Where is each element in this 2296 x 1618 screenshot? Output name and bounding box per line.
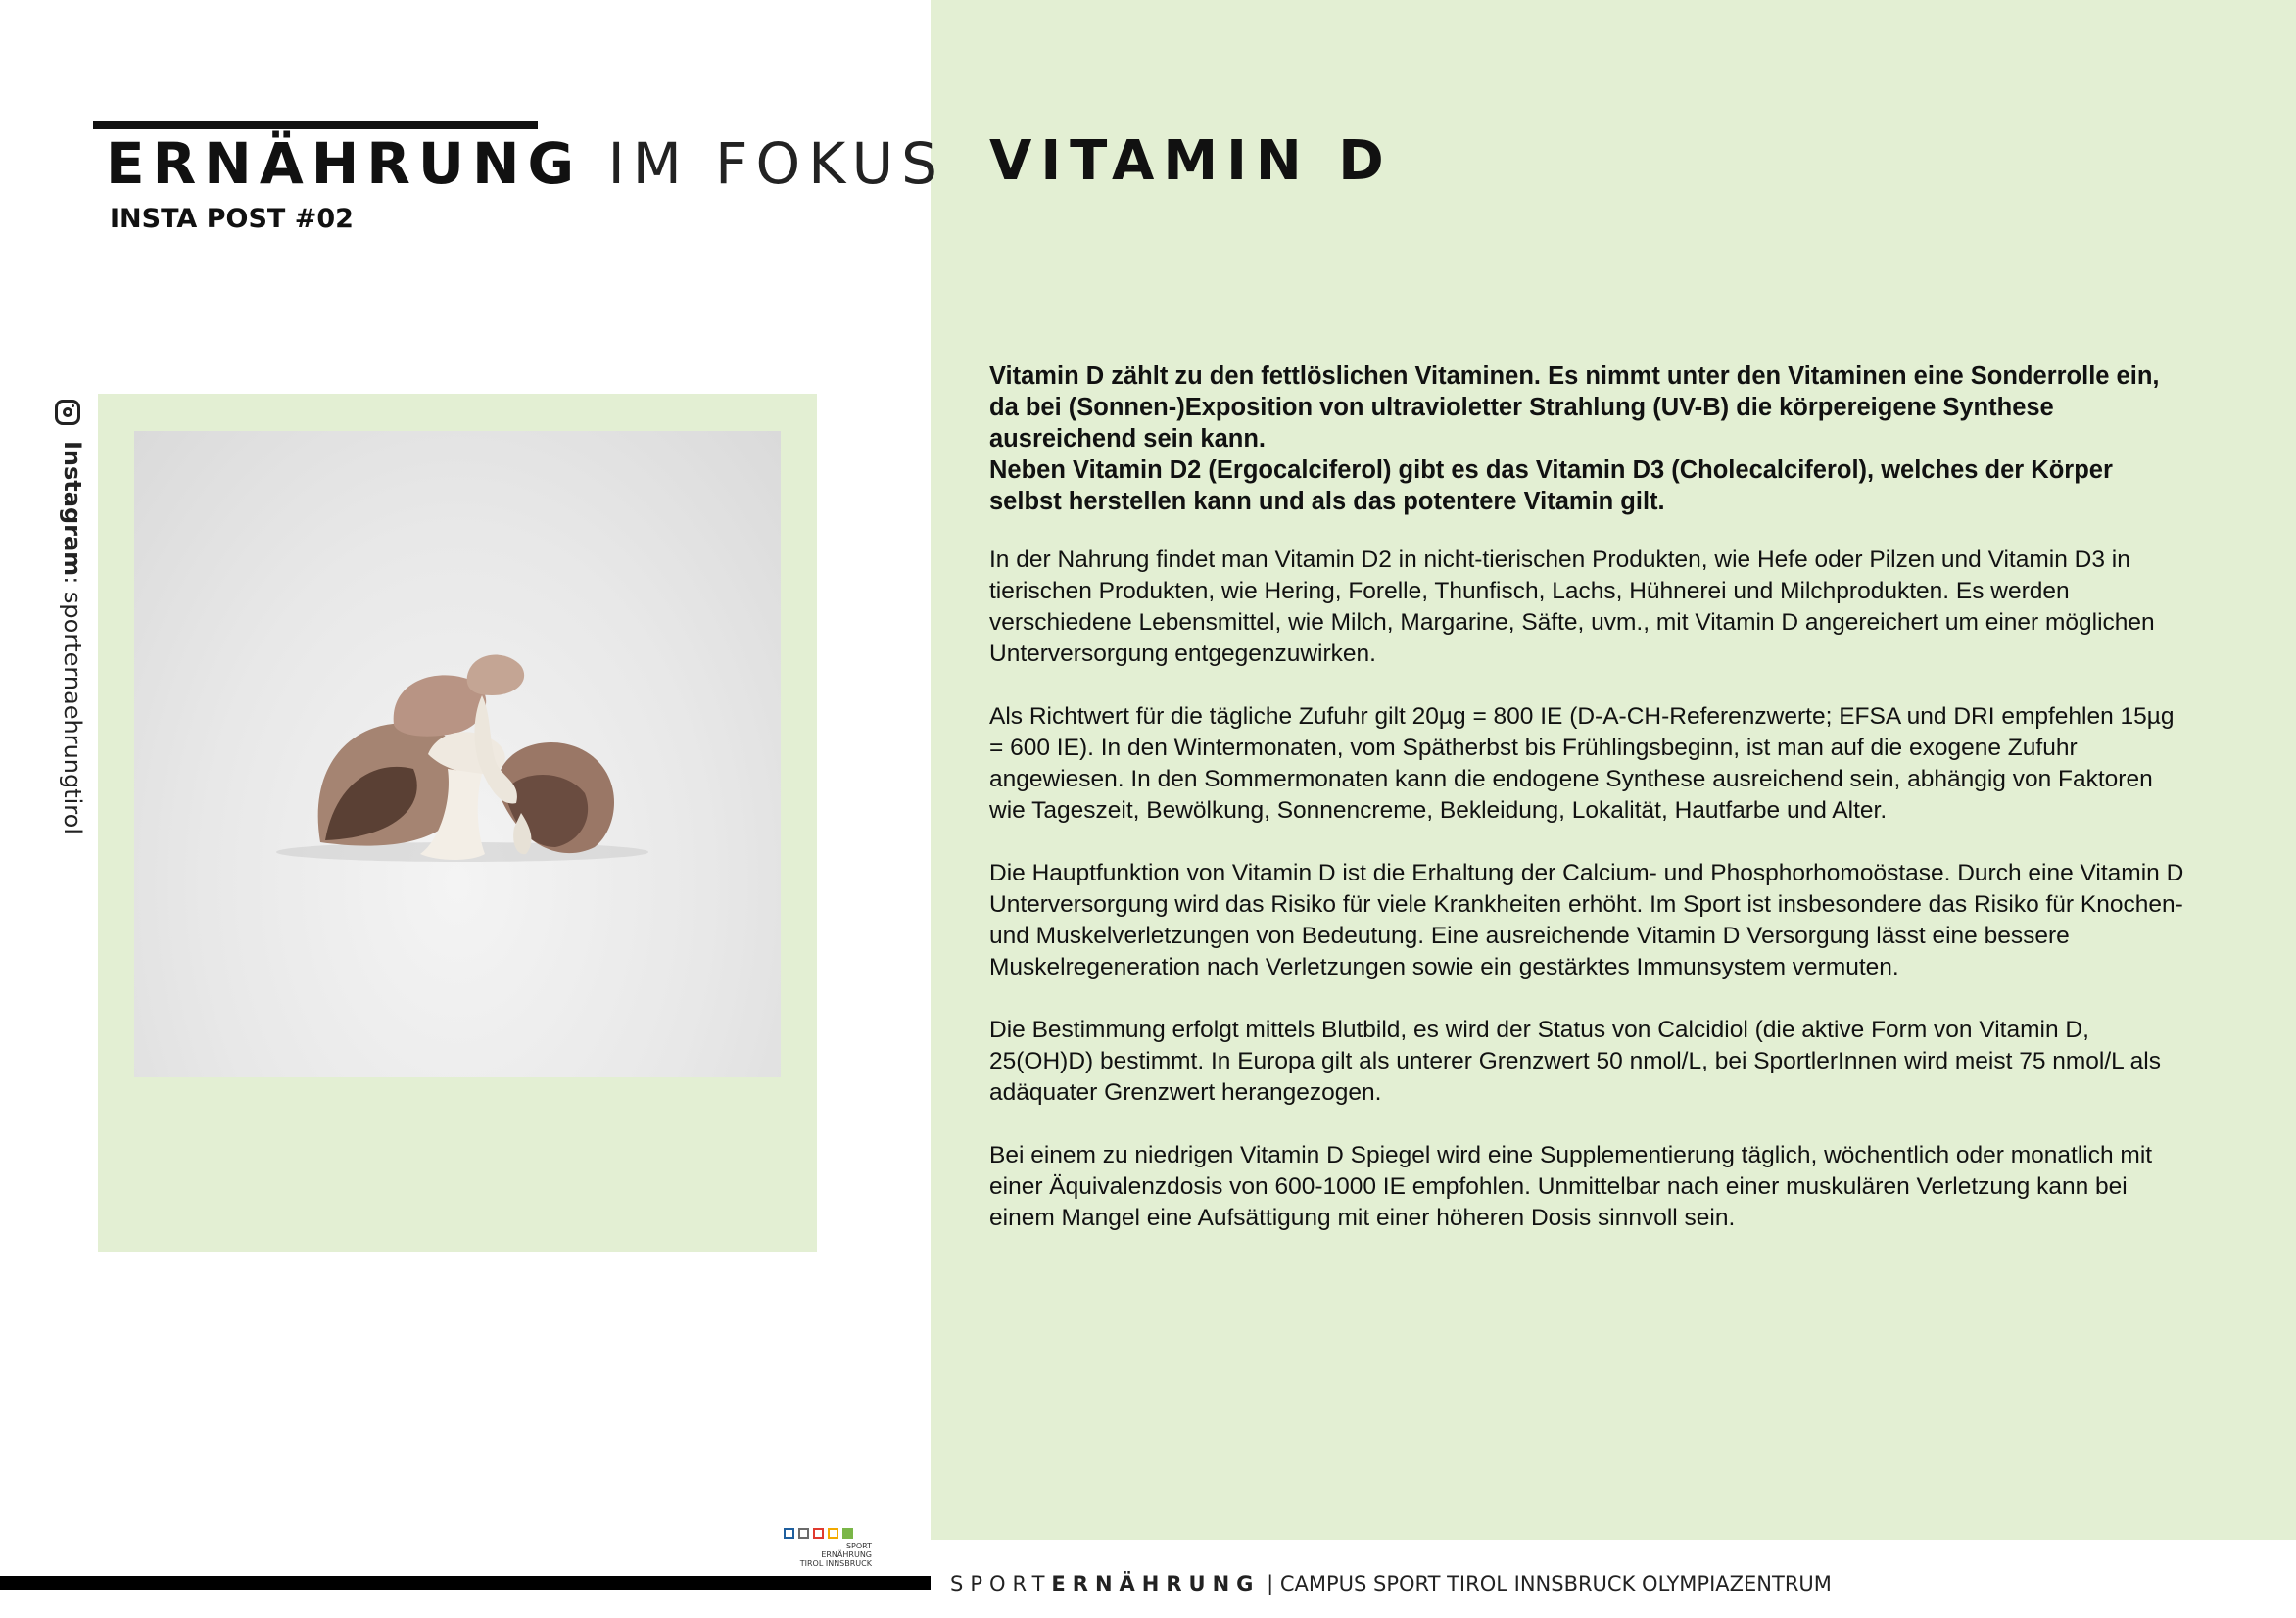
logo-square (813, 1528, 824, 1539)
page-title (106, 131, 945, 197)
article-body (989, 360, 2189, 1265)
title-accent-bar (93, 121, 538, 129)
footer-sport: SPORT (950, 1572, 1052, 1595)
instagram-handle[interactable] (49, 400, 92, 834)
logo-square (842, 1528, 853, 1539)
section-title: VITAMIN D (989, 129, 1393, 193)
footer-bar (0, 1576, 931, 1590)
paragraph-nahrung: In der Nahrung findet man Vitamin D2 in nicht-tierischen Produkten, wie Hefe oder Pilzen und Vitamin D3 in tierischen Produkten, wie Hering, Forelle, Thunfisch, Lachs, Hühnerei und Milchprodukten. Es werden verschiedene Lebensmittel, wie Milch, Margarine, Säfte, uvm., mit Vitamin D angereichert um einer möglichen Unterversorgung entgegenzuwirken. (989, 547, 2155, 667)
logo-line-2: ERNÄHRUNG (821, 1550, 872, 1559)
logo-square (828, 1528, 838, 1539)
footer-location: CAMPUS SPORT TIROL INNSBRUCK OLYMPIAZENTRUM (1279, 1572, 1832, 1595)
logo-square (798, 1528, 809, 1539)
mushrooms-photo (134, 431, 781, 1077)
page-title-bold: ERNÄHRUNG (106, 130, 583, 197)
logo-line-1: SPORT (845, 1542, 872, 1550)
logo-line-3: TIROL INNSBRUCK (799, 1559, 872, 1568)
logo-squares (784, 1528, 872, 1539)
instagram-text (59, 441, 86, 834)
intro-text: Vitamin D zählt zu den fettlöslichen Vitaminen. Es nimmt unter den Vitaminen eine Sonderrolle ein, da bei (Sonnen-)Exposition von ultravioletter Strahlung (UV-B) die körpereigene Synthese ausreichend sein kann. (989, 362, 2160, 452)
paragraph-hauptfunktion: Die Hauptfunktion von Vitamin D ist die Erhaltung der Calcium- und Phosphorhomoöstase. Durch eine Vitamin D Unterversorgung wird das Risiko für viele Krankheiten erhöht. Im Sport ist insbesondere das Risiko für Knochen- und Muskelverletzungen von Bedeutung. Eine ausreichende Vitamin D Versorgung lässt eine bessere Muskelregeneration nach Verletzungen sowie ein gestärktes Immunsystem vermuten. (989, 860, 2184, 980)
instagram-label: Instagram (59, 441, 86, 577)
paragraph-supplementierung: Bei einem zu niedrigen Vitamin D Spiegel wird eine Supplementierung täglich, wöchentlich oder monatlich mit einer Äquivalenzdosis von 600-1000 IE empfohlen. Unmittelbar nach einer muskulären Verletzung kann bei einem Mangel eine Aufsättigung mit einer höheren Dosis sinnvoll sein. (989, 1142, 2153, 1231)
intro-paragraph (989, 360, 2189, 517)
page-title-light: IM FOKUS (607, 130, 945, 197)
paragraph-richtwert: Als Richtwert für die tägliche Zufuhr gilt 20µg = 800 IE (D-A-CH-Referenzwerte; EFSA und DRI empfehlen 15µg = 600 IE). In den Wintermonaten, vom Spätherbst bis Frühlingsbeginn, ist man auf die exogene Zufuhr angewiesen. In den Sommermonaten kann die endogene Synthese ausreichend sein, abhängig von Faktoren wie Tageszeit, Bewölkung, Sonnencreme, Bekleidung, Lokalität, Hautfarbe und Alter. (989, 703, 2175, 824)
footer-ernaehrung: ERNÄHRUNG (1051, 1572, 1261, 1595)
footer-separator: | (1267, 1572, 1274, 1595)
footer-text (950, 1572, 1832, 1595)
logo-text (784, 1542, 872, 1568)
paragraph-bestimmung: Die Bestimmung erfolgt mittels Blutbild, es wird der Status von Calcidiol (die aktive Form von Vitamin D, 25(OH)D) bestimmt. In Europa gilt als unterer Grenzwert 50 nmol/L, bei SportlerInnen wird meist 75 nmol/L als adäquater Grenzwert herangezogen. (989, 1017, 2162, 1106)
page-subtitle: INSTA POST #02 (110, 204, 354, 234)
instagram-icon (55, 400, 80, 425)
sport-ernaehrung-logo (784, 1528, 872, 1577)
mushrooms-illustration (134, 431, 781, 1077)
intro-text-2: Neben Vitamin D2 (Ergocalciferol) gibt es das Vitamin D3 (Cholecalciferol), welches der Körper selbst herstellen kann und als das potentere Vitamin gilt. (989, 456, 2113, 515)
instagram-account: : sporternaehrungtirol (59, 576, 86, 834)
logo-square (784, 1528, 794, 1539)
